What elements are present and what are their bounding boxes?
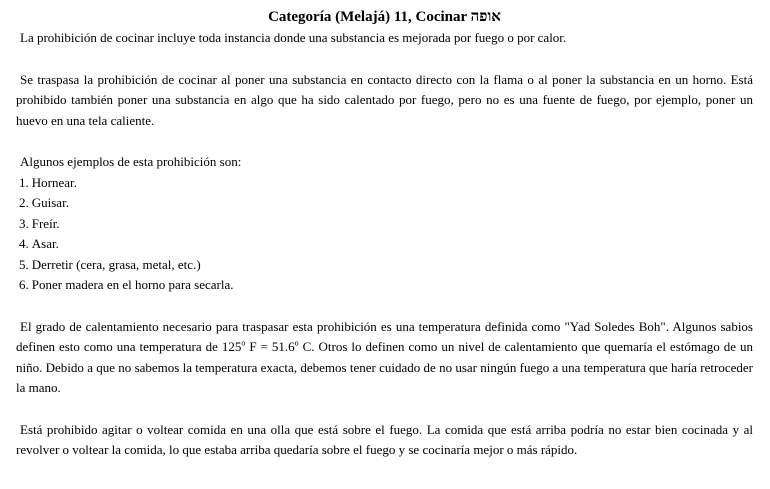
spacer bbox=[16, 399, 753, 420]
paragraph-intro: La prohibición de cocinar incluye toda instancia donde una substancia es mejorada por fuego o por calor. bbox=[20, 30, 567, 45]
degree-mark: o bbox=[294, 338, 299, 348]
paragraph-temperatura: El grado de calentamiento necesario para traspasar esta prohibición es una temperatura definida como "Yad Soledes Boh". Algunos sabios definen esto como una temperatura de 125$^o$ $F = 51.6^o$ C. Otros lo definen como un nivel de calentamiento que quemaría el estómago de un niño. Debido a que no sabemos la temperatura exacta, debemos tener cuidado de no usar ningún fuego a una temperatura que haría retroceder la mano. bbox=[16, 318, 753, 395]
spacer bbox=[16, 131, 753, 152]
list-item: 2. Guisar. bbox=[19, 195, 69, 210]
list-item: 3. Freír. bbox=[19, 215, 60, 231]
list-item: 6. Poner madera en el horno para secarla. bbox=[19, 277, 234, 292]
list-item: 4. Asar. bbox=[19, 236, 59, 251]
spacer bbox=[16, 49, 753, 70]
paragraph-traspasa: Se traspasa la prohibición de cocinar al poner una substancia en contacto directo con la flama o al poner la substancia en un horno. Está prohibido también poner una substancia en algo que ha sido calentado por fuego, pero no es una fuente de fuego, por ejemplo, poner un huevo en una tela caliente. bbox=[16, 71, 753, 128]
examples-list bbox=[16, 173, 753, 296]
page-title: Categoría (Melajá) 11, Cocinar אופה bbox=[268, 9, 501, 25]
degree-mark: o bbox=[241, 338, 246, 348]
paragraph-agitar: Está prohibido agitar o voltear comida en una olla que está sobre el fuego. La comida que está arriba podría no estar bien cocinada y al revolver o voltear la comida, lo que estaba arriba quedaría sobre el fuego y se cocinaría mejor o más rápido. bbox=[16, 421, 753, 457]
examples-intro: Algunos ejemplos de esta prohibición son: bbox=[20, 154, 242, 169]
list-item: 5. Derretir (cera, grasa, metal, etc.) bbox=[19, 256, 201, 272]
document bbox=[16, 6, 753, 461]
spacer bbox=[16, 296, 753, 317]
list-item: 1. Hornear. bbox=[19, 174, 77, 190]
